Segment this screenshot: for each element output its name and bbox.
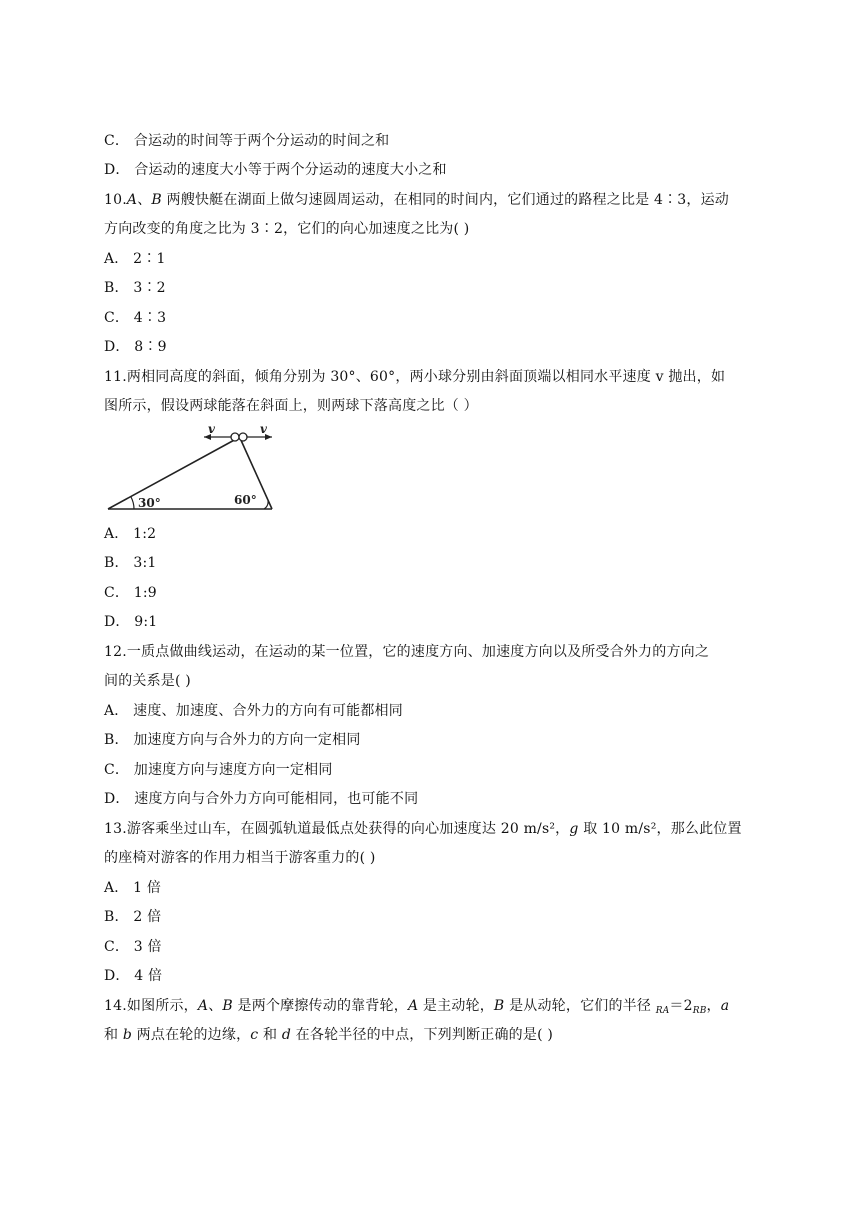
- q14-number: 14.如图所示，: [104, 998, 198, 1014]
- q14-var-A2: A: [407, 998, 419, 1014]
- q12-stem-line1: 12.一质点做曲线运动，在运动的某一位置，它的速度方向、加速度方向以及所受合外力的方向之: [104, 644, 710, 660]
- q14-text5: 两点在轮的边缘，: [132, 1027, 251, 1043]
- q11-stem-line2: 图所示，假设两球能落在斜面上，则两球下落高度之比（ ）: [104, 398, 478, 414]
- q10-option-a: A． 2∶1: [104, 251, 166, 267]
- q10-stem-line2: 方向改变的角度之比为 3∶2，它们的向心加速度之比为( ): [104, 221, 470, 237]
- q14-text6: 和: [258, 1027, 282, 1043]
- q13-text-post: 取 10 m/s²，那么此位置: [578, 821, 742, 837]
- q13-option-d: D． 4 倍: [104, 968, 163, 984]
- q9-option-d: D． 合运动的速度大小等于两个分运动的速度大小之和: [104, 162, 447, 178]
- q14-sub-rb: RB: [692, 1006, 707, 1016]
- q10-text: 两艘快艇在湖面上做匀速圆周运动，在相同的时间内，它们通过的路程之比是 4∶3，运动: [161, 192, 730, 208]
- q11-option-a: A． 1:2: [104, 526, 157, 542]
- q10-number: 10.: [104, 192, 127, 208]
- q14-sub-ra: RA: [655, 1006, 670, 1016]
- incline-figure: [104, 422, 276, 514]
- q14-sep1: 、: [208, 998, 223, 1014]
- q10-option-d: D． 8∶9: [104, 339, 167, 355]
- q12-stem-line2: 间的关系是( ): [104, 673, 191, 689]
- q13-stem-line2: 的座椅对游客的作用力相当于游客重力的( ): [104, 850, 376, 866]
- q14-text7: 在各轮半径的中点，下列判断正确的是( ): [291, 1027, 554, 1043]
- q12-option-b: B． 加速度方向与合外力的方向一定相同: [104, 732, 361, 748]
- q14-var-A: A: [197, 998, 209, 1014]
- q11-stem-line1: 11.两相同高度的斜面，倾角分别为 30°、60°，两小球分别由斜面顶端以相同水平速度 v 抛出，如: [104, 369, 726, 385]
- q10-var-a: A: [126, 192, 138, 208]
- q13-option-c: C． 3 倍: [104, 939, 162, 955]
- q14-var-b: b: [122, 1027, 133, 1043]
- label-v-left: v: [208, 422, 215, 436]
- q14-eq: ＝2: [669, 998, 693, 1014]
- q12-option-d: D． 速度方向与合外力方向可能相同，也可能不同: [104, 791, 419, 807]
- q14-var-B: B: [222, 998, 233, 1014]
- q14-text1: 是两个摩擦传动的靠背轮，: [232, 998, 408, 1014]
- q13-option-b: B． 2 倍: [104, 909, 162, 925]
- slope-30: [108, 438, 238, 509]
- q10-sep: 、: [137, 192, 152, 208]
- q10-var-b: B: [151, 192, 162, 208]
- q14-stem-line2: [104, 1025, 764, 1045]
- arc-60: [264, 501, 268, 509]
- q10-option-c: C． 4∶3: [104, 310, 167, 326]
- q11-option-b: B． 3:1: [104, 555, 157, 571]
- q13-option-a: A． 1 倍: [104, 880, 162, 896]
- q10-option-b: B． 3∶2: [104, 280, 166, 296]
- q14-stem-line1: [104, 996, 764, 1021]
- q14-var-B2: B: [493, 998, 505, 1014]
- q14-text2: 是主动轮，: [418, 998, 494, 1014]
- q11-option-c: C． 1:9: [104, 585, 157, 601]
- q13-stem-line1: [104, 819, 764, 839]
- q14-text4: 和: [104, 1027, 123, 1043]
- q12-option-c: C． 加速度方向与速度方向一定相同: [104, 762, 333, 778]
- q14-var-a: a: [720, 998, 730, 1014]
- q13-text-pre: 13.游客乘坐过山车，在圆弧轨道最低点处获得的向心加速度达 20 m/s²，: [104, 821, 570, 837]
- q13-var-g: g: [569, 821, 579, 837]
- label-v-right: v: [260, 422, 267, 436]
- q14-comma: ，: [706, 998, 721, 1014]
- q10-stem-line1: [104, 190, 764, 210]
- q11-option-d: D． 9:1: [104, 614, 158, 630]
- q14-var-d: d: [281, 1027, 292, 1043]
- q9-option-c: C． 合运动的时间等于两个分运动的时间之和: [104, 133, 390, 149]
- label-angle-30: 30°: [138, 496, 161, 510]
- q12-option-a: A． 速度、加速度、合外力的方向有可能都相同: [104, 703, 403, 719]
- label-angle-60: 60°: [234, 493, 257, 507]
- ball-left: [231, 433, 239, 441]
- q14-var-c: c: [250, 1027, 259, 1043]
- q14-text3: 是从动轮，它们的半径: [504, 998, 656, 1014]
- ball-right: [239, 433, 247, 441]
- arc-30: [131, 497, 134, 509]
- incline-diagram: [104, 422, 276, 514]
